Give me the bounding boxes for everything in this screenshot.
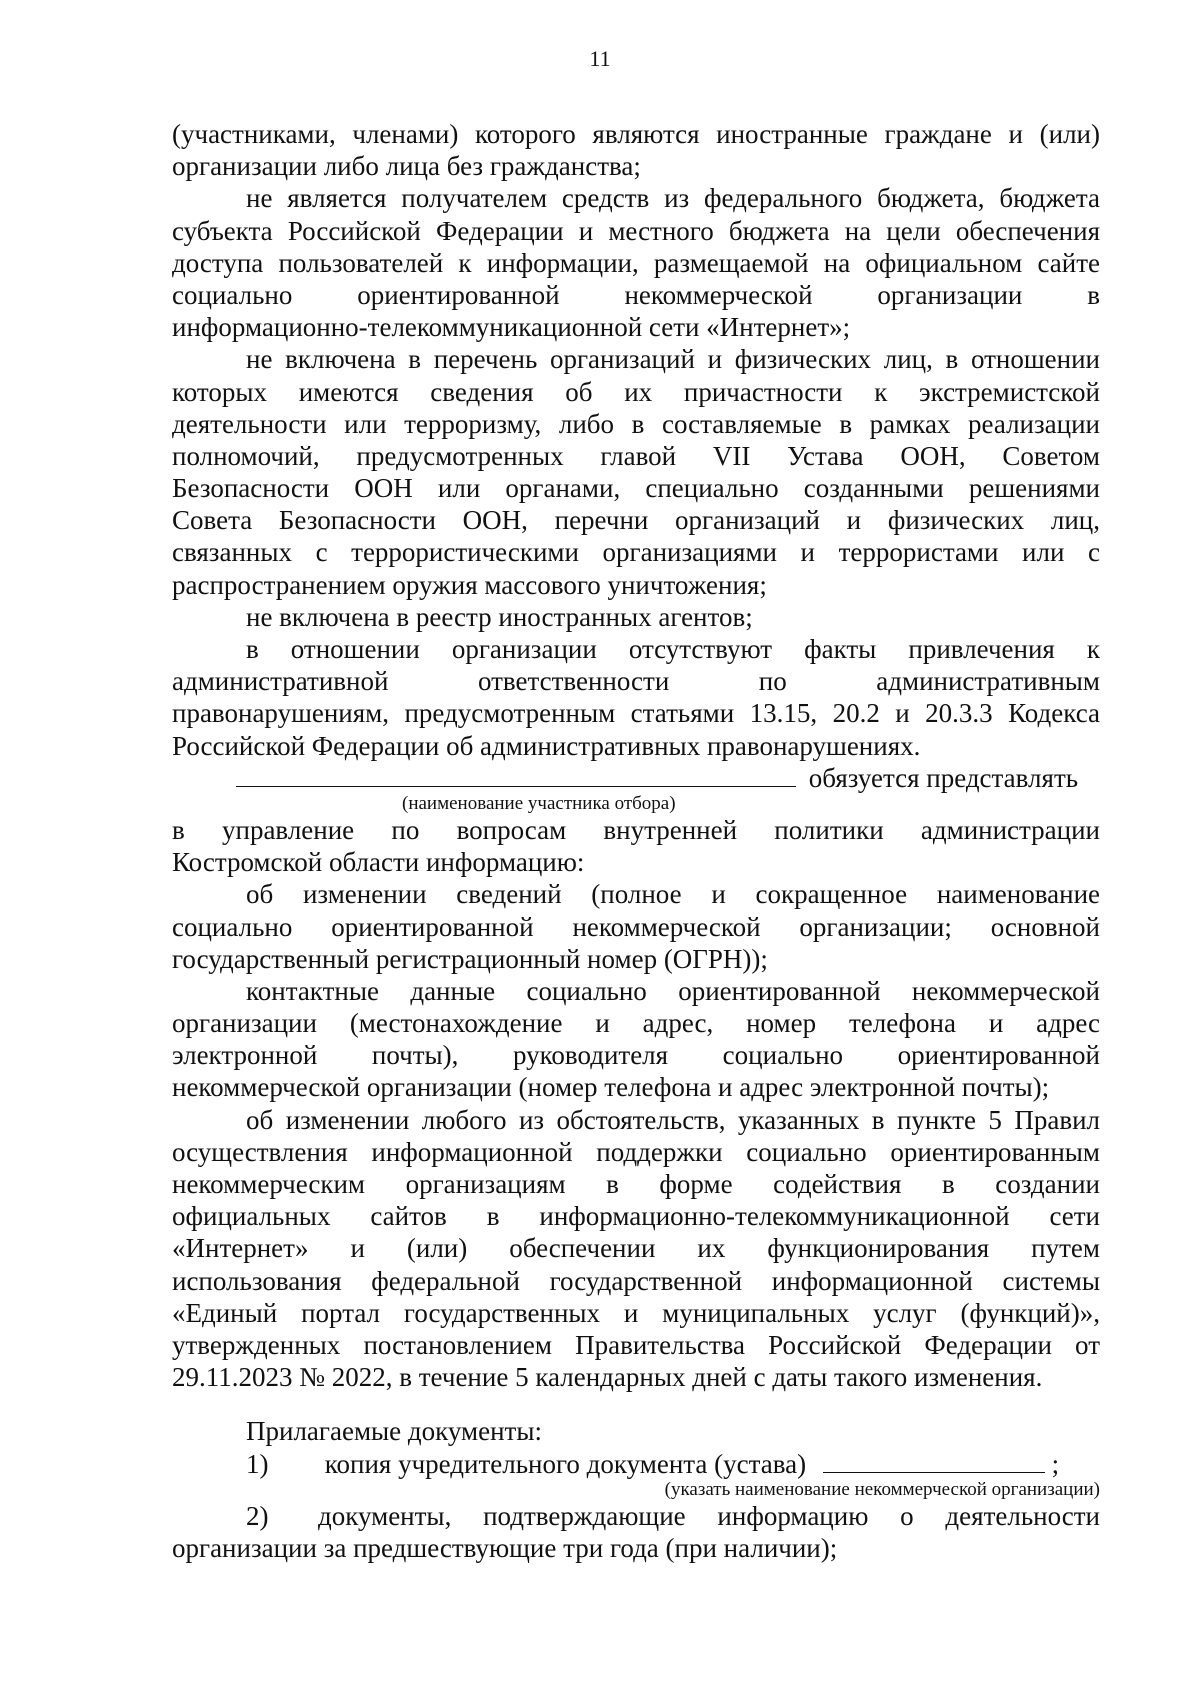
participant-name-blank[interactable] [236, 764, 796, 787]
text-line: социально ориентированной некоммерческой организации в [172, 279, 1100, 310]
text-line: Совета Безопасности ООН, перечни организаций и физических лиц, [172, 505, 1100, 536]
text-line: в управление по вопросам внутренней политики администрации [172, 814, 1100, 845]
attachment-item-1 [172, 1448, 1100, 1480]
text-line: не является получателем средств из федерального бюджета, бюджета [246, 183, 1100, 214]
organization-name-caption: (указать наименование некоммерческой организации) [664, 1478, 1100, 1500]
text-line: об изменении любого из обстоятельств, указанных в пункте 5 Правил [246, 1104, 1100, 1135]
text-line: «Единый портал государственных и муниципальных услуг (функций)», [172, 1297, 1100, 1328]
text-line: деятельности или терроризму, либо в составляемые в рамках реализации [172, 408, 1100, 439]
text-line: распространением оружия массового уничтожения; [172, 569, 767, 600]
text-line: информационно-телекоммуникационной сети «Интернет»; [172, 312, 851, 343]
organization-name-blank[interactable] [823, 1450, 1045, 1473]
text-line: Безопасности ООН или органами, специально созданными решениями [172, 473, 1100, 504]
text-line: использования федеральной государственной информационной системы [172, 1265, 1100, 1296]
attachment-number: 2) [246, 1500, 269, 1531]
text-line: в отношении организации отсутствуют факты привлечения к [246, 634, 1100, 664]
text-line: утвержденных постановлением Правительства Российской Федерации от [172, 1329, 1100, 1360]
text-line: не включена в перечень организаций и физических лиц, в отношении [246, 344, 1100, 375]
text-line: полномочий, предусмотренных главой VII Устава ООН, Советом [172, 440, 1100, 471]
text-line: организации (местонахождение и адрес, номер телефона и адрес [172, 1008, 1100, 1039]
attachment-text: документы, подтверждающие информацию о деятельности [318, 1500, 1100, 1531]
text-line: которых имеются сведения об их причастности к экстремистской [172, 376, 1100, 407]
text-line: Российской Федерации об административных правонарушениях. [172, 730, 921, 761]
text-line: связанных с террористическими организациями и террористами или с [172, 537, 1100, 568]
participant-name-line [172, 762, 1100, 794]
page-number: 11 [589, 46, 611, 71]
attachment-text: копия учредительного документа (устава) [324, 1448, 807, 1479]
text-line: некоммерческой организации (номер телефона и адрес электронной почты); [172, 1072, 1050, 1103]
text-line: электронной почты), руководителя социально ориентированной [172, 1040, 1100, 1071]
text-line: об изменении сведений (полное и сокращенное наименование [246, 879, 1100, 910]
text-line: не включена в реестр иностранных агентов; [246, 601, 753, 632]
text-line: Костромской области информацию: [172, 847, 585, 878]
text-line: «Интернет» и (или) обеспечении их функционирования путем [172, 1233, 1100, 1264]
participant-name-caption: (наименование участника отбора) [402, 792, 676, 814]
text-line: некоммерческим организациям в форме содействия в создании [172, 1169, 1100, 1199]
obligation-text: обязуется представлять [808, 762, 1079, 793]
text-line: государственный регистрационный номер (ОГРН)); [172, 943, 768, 974]
text-line: правонарушениям, предусмотренным статьями 13.15, 20.2 и 20.3.3 Кодекса [172, 698, 1100, 729]
attachments-heading: Прилагаемые документы: [246, 1416, 542, 1447]
text-line: организации либо лица без гражданства; [172, 151, 641, 182]
attachment-number: 1) [246, 1448, 269, 1479]
attachment-item-2 [172, 1500, 1100, 1532]
attachment-end: ; [1051, 1448, 1060, 1479]
text-line: осуществления информационной поддержки социально ориентированным [172, 1136, 1100, 1167]
text-line: (участниками, членами) которого являются иностранные граждане и (или) [172, 119, 1100, 149]
text-line: административной ответственности по административным [172, 666, 1100, 697]
text-line: социально ориентированной некоммерческой организации; основной [172, 911, 1100, 942]
text-line: организации за предшествующие три года (при наличии); [172, 1532, 838, 1563]
spacer [172, 1393, 1100, 1415]
text-line: 29.11.2023 № 2022, в течение 5 календарных дней с даты такого изменения. [172, 1362, 1043, 1393]
document-body [172, 118, 1100, 1564]
text-line: доступа пользователей к информации, размещаемой на официальном сайте [172, 247, 1100, 278]
text-line: официальных сайтов в информационно-телекоммуникационной сети [172, 1201, 1100, 1232]
text-line: субъекта Российской Федерации и местного бюджета на цели обеспечения [172, 215, 1100, 246]
text-line: контактные данные социально ориентированной некоммерческой [246, 975, 1100, 1006]
